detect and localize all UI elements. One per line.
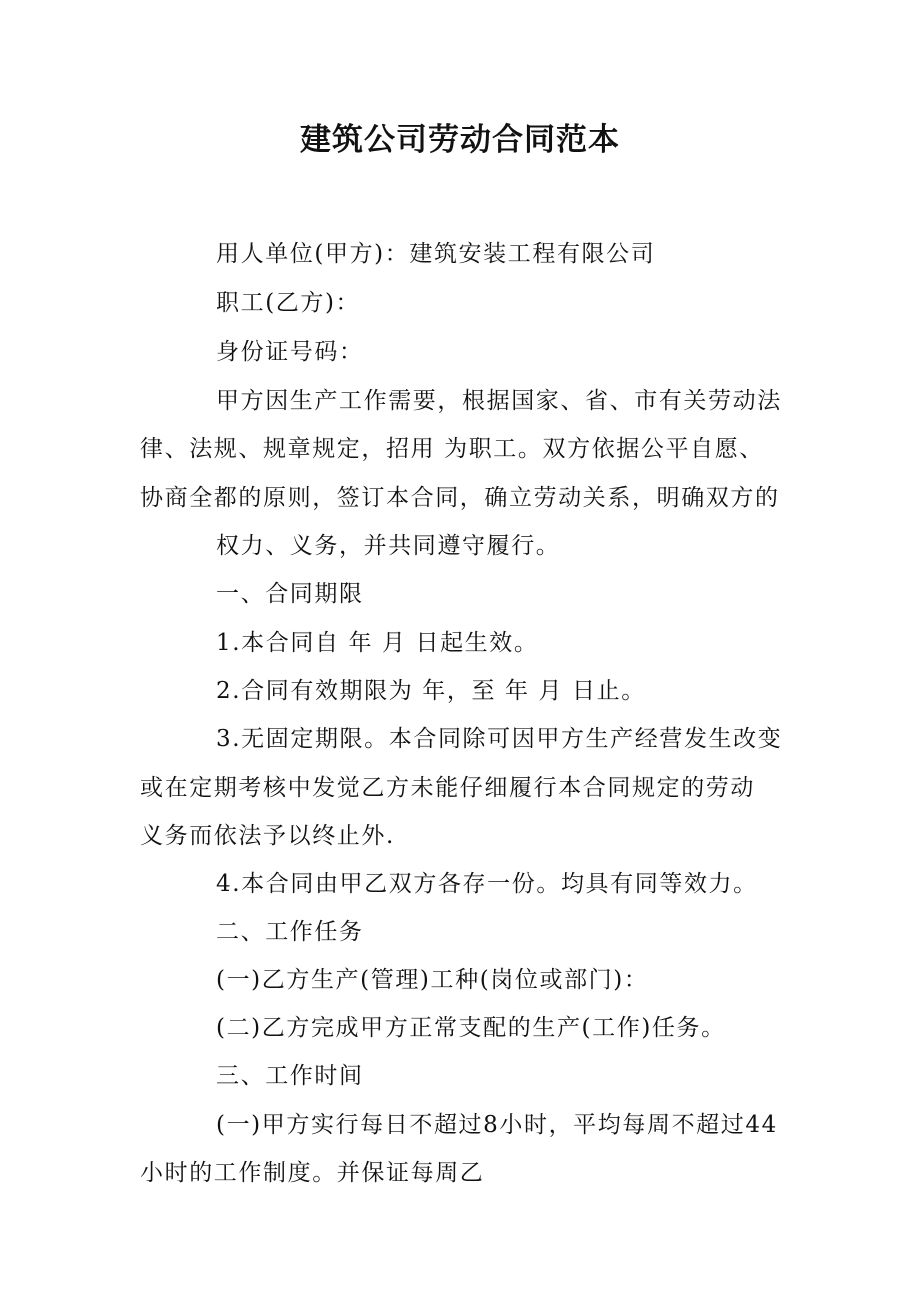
section-heading: 三、工作时间 (216, 1063, 364, 1089)
text-line-paragraph: 甲方因生产工作需要，根据国家、省、市有关劳动法 (216, 388, 782, 414)
text-line-paragraph: 律、法规、规章规定，招用 为职工。双方依据公平自愿、 (140, 436, 764, 462)
text-line-paragraph: 小时的工作制度。并保证每周乙 (140, 1160, 485, 1186)
text-line-paragraph: 义务而依法予以终止外. (140, 823, 395, 849)
section-heading: 一、合同期限 (216, 581, 364, 607)
text-line-paragraph: 或在定期考核中发觉乙方未能仔细履行本合同规定的劳动 (140, 775, 755, 801)
clause-item: (一)乙方生产(管理)工种(岗位或部门)： (216, 967, 649, 993)
text-line-employee: 职工(乙方)： (216, 290, 361, 316)
text-line-paragraph: 协商全都的原则，签订本合同，确立劳动关系，明确双方的 (140, 485, 780, 511)
text-line-paragraph: 权力、义务，并共同遵守履行。 (216, 533, 561, 559)
text-line-id-number: 身份证号码： (216, 339, 364, 365)
clause-item: 4.本合同由甲乙双方各存一份。均具有同等效力。 (216, 871, 758, 897)
clause-item: (一)甲方实行每日不超过8小时，平均每周不超过44 (216, 1112, 778, 1138)
text-line-employer: 用人单位(甲方)：建筑安装工程有限公司 (216, 241, 656, 267)
clause-item: (二)乙方完成甲方正常支配的生产(工作)任务。 (216, 1015, 726, 1041)
clause-item: 2.合同有效期限为 年，至 年 月 日止。 (216, 678, 646, 704)
clause-item: 1.本合同自 年 月 日起生效。 (216, 630, 539, 656)
document-title: 建筑公司劳动合同范本 (300, 122, 620, 158)
clause-item: 3.无固定期限。本合同除可因甲方生产经营发生改变 (216, 726, 783, 752)
section-heading: 二、工作任务 (216, 919, 364, 945)
